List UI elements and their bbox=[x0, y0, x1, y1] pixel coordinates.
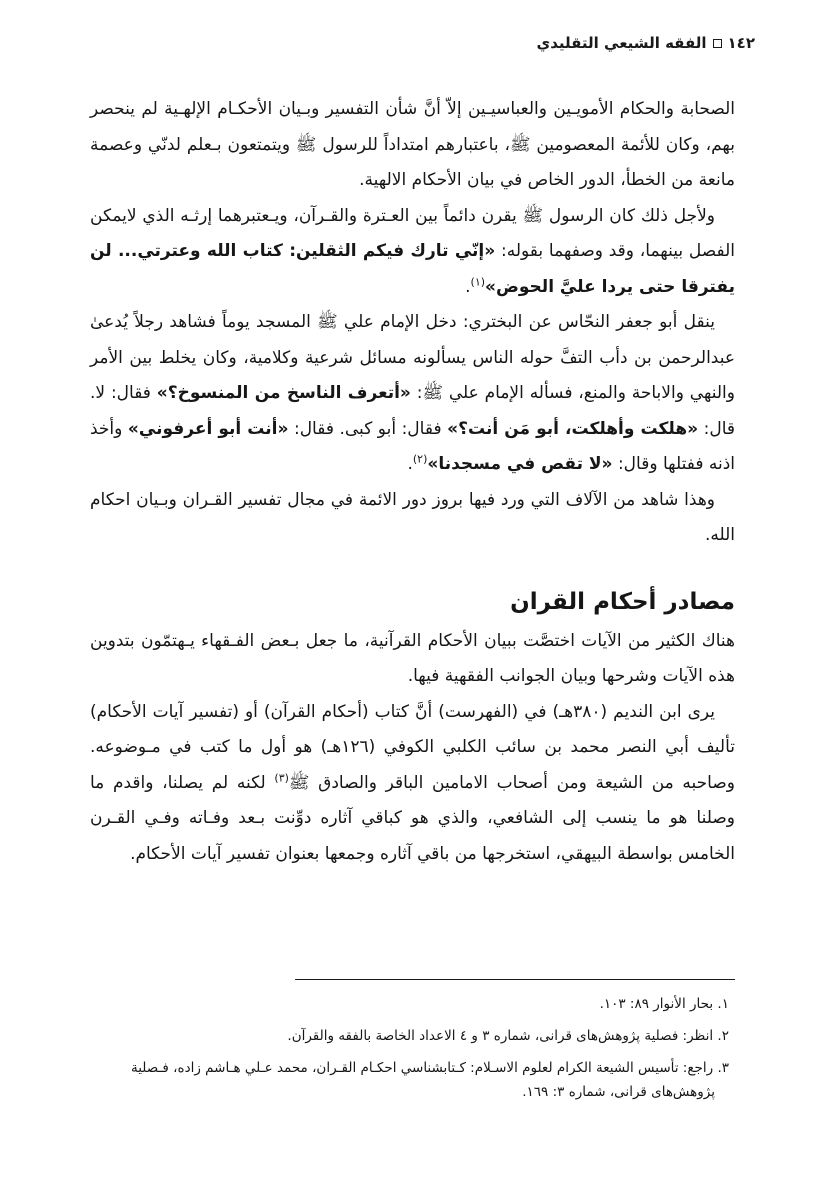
quote-nasikh: «أتعرف الناسخ من المنسوخ؟» bbox=[156, 383, 411, 403]
paragraph-3-text-3: فقال: أبو كبى. فقال: bbox=[288, 418, 448, 439]
paragraph-3-text: ينقل أبو جعفر النحّاس عن البختري: دخل الإمام علي ﷺ المسجد يوماً فشاهد رجلاً يُدعىٰ عبدالرحمن بن دأب التفَّ حوله الناس يسألونه مسائل شرعية وكلامية، وكان يخلط بين الأمر والنهي والاباحة والمنع، فسأله الإمام علي ﷺ: bbox=[90, 312, 735, 403]
running-header bbox=[536, 34, 755, 52]
book-title: الفقه الشيعي التقليدي bbox=[536, 34, 707, 52]
page-number: ١٤٢ bbox=[727, 34, 755, 52]
paragraph-2 bbox=[90, 199, 735, 306]
footnotes bbox=[92, 992, 729, 1104]
paragraph-6-text-2: لكنه لم يصلنا، واقدم ما وصلنا هو ما ينسب إلى الشافعي، والذي هو كباقي آثاره دوِّنت بـعد وفـاته وفـي القـرن الخامس بواسطة البيهقي، استخرجها من باقي آثاره وجمعها بعنوان تفسير آيات الأحكام. bbox=[90, 772, 735, 864]
paragraph-2-end: . bbox=[465, 276, 471, 297]
paragraph-1: الصحابة والحكام الأمويـين والعباسيـين إلاّ أنَّ شأن التفسير وبـيان الأحكـام الإلهـية لم ينحصر بهم، وكان للأئمة المعصومين ﷺ، باعتبارهم امتداداً للرسول ﷺ ويتمتعون بـعلم لدنّي وعصمة مانعة من الخطأ، الدور الخاص في بيان الأحكام الالهية. bbox=[90, 99, 735, 190]
footnote-1: ١. بحار الأنوار ٨٩: ١٠٣. bbox=[599, 996, 729, 1012]
paragraph-2-text: ولأجل ذلك كان الرسول ﷺ يقرن دائماً بين العـترة والقـرآن، ويـعتبرهما إرثـه الذي لايمكن الفصل بينهما، وقد وصفهما بقوله: bbox=[90, 205, 735, 261]
paragraph-3 bbox=[90, 305, 735, 483]
paragraph-5: هناك الكثير من الآيات اختصَّت ببيان الأحكام القرآنية، ما جعل بـعض الفـقهاء يـهتمّون بتدوين هذه الآيات وشرحها وبيان الجوانب الفقهية فيها. bbox=[90, 630, 735, 686]
section-heading: مصادر أحكام القران bbox=[510, 588, 735, 615]
paragraph-4: وهذا شاهد من الآلاف التي ورد فيها بروز دور الائمة في مجال تفسير القـران وبـيان احكام الله. bbox=[90, 489, 735, 545]
square-separator-icon bbox=[713, 39, 722, 48]
footnote-ref-2[interactable]: (٢) bbox=[412, 452, 428, 466]
footnote-3-continued: پژوهش‌هاى قرانى، شماره ٣: ١٦٩. bbox=[522, 1084, 715, 1100]
paragraph-3-text-4: وأخذ اذنه ففتلها وقال: bbox=[90, 418, 735, 474]
footnote-ref-1[interactable]: (١) bbox=[470, 274, 486, 288]
paragraph-3-end: . bbox=[407, 454, 413, 474]
main-text bbox=[90, 92, 735, 872]
hadith-thaqalayn-quote: «إنّي تارك فيكم الثقلين: كتاب الله وعترتي... لن يفترقا حتى يردا عليَّ الحوض» bbox=[90, 241, 735, 297]
footnote-2: ٢. انظر: فصلية پژوهش‌هاى قرانى، شماره ٣ و ٤ الاعداد الخاصة بالفقه والقرآن. bbox=[287, 1028, 729, 1044]
footnote-ref-3[interactable]: (٣) bbox=[274, 770, 289, 784]
quote-halakta: «هلكت وأهلكت، أبو مَن أنت؟» bbox=[447, 418, 699, 439]
footnote-divider bbox=[295, 979, 735, 980]
quote-la-taqus: «لا تقص في مسجدنا» bbox=[427, 454, 613, 474]
paragraph-6 bbox=[90, 695, 735, 873]
paragraph-3-text-2: فقال: لا. قال: bbox=[90, 383, 736, 439]
quote-abu-arifuni: «أنت أبو أعرفوني» bbox=[127, 418, 289, 439]
paragraph-6-text: يرى ابن النديم (٣٨٠هـ) في (الفهرست) أنَّ كتاب (أحكام القرآن) أو (تفسير آيات الأحكام) تأليف أبي النصر محمد بن سائب الكلبي الكوفي (١٢٦هـ) هو أول ما كتب في مـوضوعه. وصاحبه من الشيعة ومن أصحاب الامامين الباقر والصادق ﷺ bbox=[90, 701, 736, 793]
footnote-3: ٣. راجع: تأسيس الشيعة الكرام لعلوم الاسـلام: كـتابشناسي احكـام القـران، محمد عـلي هـاشم زاده، فـصلية bbox=[130, 1060, 729, 1076]
